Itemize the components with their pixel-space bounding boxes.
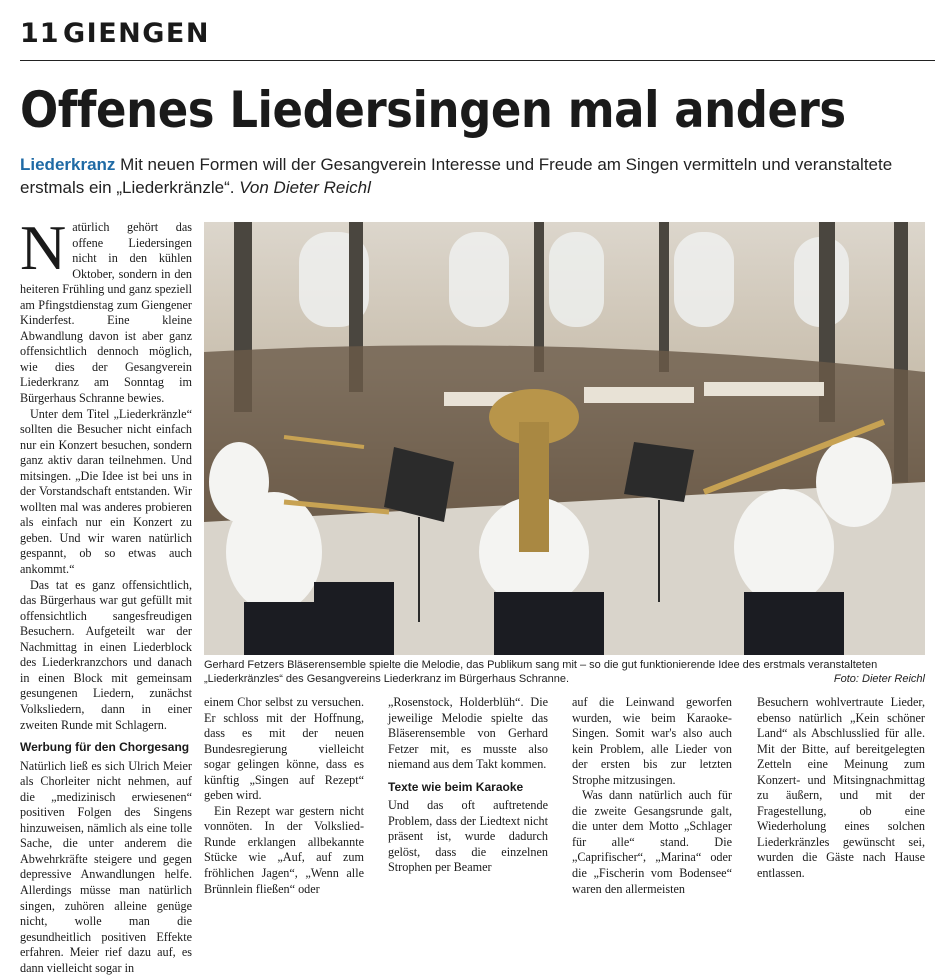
article-photo xyxy=(204,222,925,655)
paragraph: Und das oft auftretende Problem, dass der Liedtext nicht präsent ist, wurde dadurch gelöst, dass die einzelnen Strophen per Beamer xyxy=(388,798,548,875)
paragraph: Ein Rezept war gestern nicht vonnöten. In der Volkslied-Runde erklangen allbekannte Stücke wie „Auf, auf zum fröhlichen Jagen“, „Wenn alle Brünnlein fließen“ oder xyxy=(204,803,364,896)
subheading-karaoke: Texte wie beim Karaoke xyxy=(388,779,524,794)
page-header xyxy=(20,16,935,61)
paragraph: Natürlich ließ es sich Ulrich Meier als Chorleiter nicht nehmen, auf die „medizinisch erwiesenen“ positiven Folgen des Singens hinzuweisen, nämlich als eine tolle Sache, die unter anderem die Abwehrkräfte steigere und gegen depressive Anwandlungen helfe. Allerdings müsse man natürlich singen, zuhören alleine genüge nicht, wolle man die gesundheitlich positiven Effekte erfahren. Meier rief dazu auf, es dann vielleicht sogar in xyxy=(20,758,192,975)
caption-text: Gerhard Fetzers Bläserensemble spielte die Melodie, das Publikum sang mit – so die gut funktionierende Idee des erstmals veranstalteten „Liederkränzles“ des Gesangvereins Liederkranz im Bürgerhaus Schranne. xyxy=(204,659,878,685)
text-column-3 xyxy=(388,695,548,876)
text-column-5 xyxy=(757,695,925,882)
paragraph: auf die Leinwand geworfen wurden, wie beim Karaoke-Singen. Somit war's also auch kein Problem, alle Lieder von der ersten bis zur letzten Strophe mitzusingen. xyxy=(572,695,732,787)
paragraph: Das tat es ganz offensichtlich, das Bürgerhaus war gut gefüllt mit offensichtlich sangesfreudigen Besuchern. Aufgeteilt war der Nachmittag in einen Liederblock des Liederkranzchors und danach in einen Block mit gemeinsam gesungenen Liedern, zunächst Volksliedern, dann in einer zweiten Runde mit Schlagern. xyxy=(20,577,192,732)
article-author: Von Dieter Reichl xyxy=(239,178,371,197)
article-headline: Offenes Liedersingen mal anders xyxy=(20,81,846,139)
subheading-chorgesang: Werbung für den Chorgesang xyxy=(20,740,190,755)
text-column-4 xyxy=(572,695,732,897)
paragraph: Was dann natürlich auch für die zweite Gesangsrunde galt, die unter dem Motto „Schlager für alle“ stand. Die „Caprifischer“, „Marina“ oder die „Fischerin vom Bodensee“ waren den allermeisten xyxy=(572,788,732,896)
photo-illustration xyxy=(204,222,925,655)
photo-caption xyxy=(204,658,925,686)
article-teaser: Mit neuen Formen will der Gesangverein Interesse und Freude am Singen vermitteln und veranstaltete erstmals ein „Liederkränzle“. xyxy=(20,155,893,197)
article-teaser-block xyxy=(20,153,925,199)
paragraph: Besuchern wohlvertraute Lieder, ebenso natürlich „Kein schöner Land“ als Abschlusslied für alle. Mit der Bitte, auf bereitgelegten Zetteln eine Meinung zum Konzert- und Mitsingnachmittag zu äußern, und mit der Fragestellung, ob eine Wiederholung eines solchen Liederkränzles gewünscht sei, wurden die Gäste nach Hause entlassen. xyxy=(757,695,925,881)
paragraph: Natürlich gehört das offene Liedersingen nicht in den kühlen Oktober, sondern in den heiteren Frühling und ganz speziell am Pfingstdienstag zum Giengener Kinderfest. Eine kleine Abwandlung davon ist aber ganz offensichtlich dennoch möglich, wie dies der Gesangverein Liederkranz am Sonntag im Bürgerhaus Schranne bewies. xyxy=(20,212,192,406)
text-column-1 xyxy=(20,212,192,976)
text-column-2 xyxy=(204,695,364,897)
paragraph: einem Chor selbst zu versuchen. Er schloss mit der Hoffnung, dass es mit der neuen Bundesregierung vielleicht sogar gelingen könne, dass es künftig „Singen auf Rezept“ geben wird. xyxy=(204,695,364,803)
page-number: 11 xyxy=(20,18,60,49)
section-town: GIENGEN xyxy=(63,18,210,49)
paragraph: „Rosenstock, Holderblüh“. Die jeweilige Melodie spielte das Bläserensemble von Gerhard Fetzer mit, es musste also niemand aus dem Takt kommen. xyxy=(388,695,548,772)
paragraph: Unter dem Titel „Liederkränzle“ sollten die Besucher nicht einfach nur ein Konzert besuchen, sondern ganz aktiv daran teilnehmen. Und mitsingen. „Die Idee ist bei uns in der Vorstandschaft entstanden. Wir wollten mal was anderes probieren als einfach nur ein Konzert zu geben. Und wir waren natürlich gespannt, ob so etwas auch ankommt.“ xyxy=(20,406,192,577)
photo-credit: Foto: Dieter Reichl xyxy=(833,673,925,685)
dropcap: N xyxy=(20,212,67,283)
article-kicker: Liederkranz xyxy=(20,155,116,174)
